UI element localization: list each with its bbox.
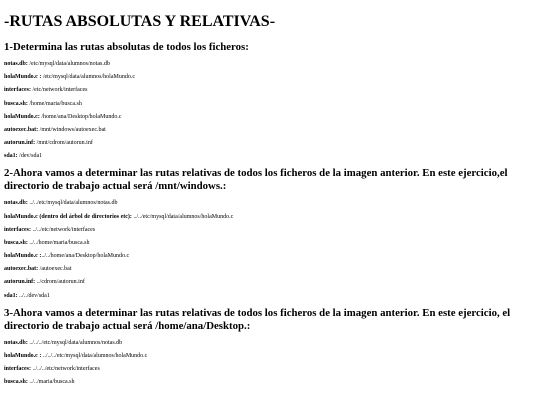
path-line: [4, 292, 536, 300]
path-value: /home/ana/Desktop/holaMundo.c: [39, 113, 122, 120]
path-line: [4, 100, 536, 108]
file-label: autoexec.bat:: [4, 266, 39, 273]
file-label: interfaces:: [4, 87, 31, 94]
path-line: [4, 365, 536, 373]
path-value: /etc/mysql/data/alumnos/notas.db: [27, 61, 110, 67]
path-value: ../../home/maria/busca.sh: [27, 239, 90, 246]
path-line: [4, 139, 536, 147]
file-label: busca.sh:: [4, 239, 28, 246]
section-1-heading: 1-Determina las rutas absolutas de todos los ficheros:: [4, 41, 249, 53]
path-value: ../../../etc/mysql/data/alumnos/holaMundo.c: [41, 352, 148, 359]
file-label: interfaces:: [4, 366, 31, 372]
path-line: [4, 278, 536, 286]
file-label: autoexec.bat:: [4, 126, 39, 133]
path-value: ../../../etc/network/interfaces: [31, 366, 100, 372]
section-1-lines: [4, 60, 536, 160]
path-line: [4, 199, 536, 207]
path-value: ../cdrom/autorun.inf: [35, 279, 85, 286]
path-value: /etc/mysql/data/alumnos/holaMundo.c: [41, 74, 135, 81]
path-line: [4, 60, 536, 68]
path-line: [4, 239, 536, 247]
path-line: [4, 86, 536, 94]
file-label: holaMundo.c:: [4, 113, 40, 120]
path-value: /mnt/cdrom/autorun.inf: [35, 140, 93, 147]
path-line: [4, 352, 536, 360]
path-value: /etc/network/interfaces: [31, 87, 88, 94]
path-value: ../../etc/mysql/data/alumnos/holaMundo.c: [131, 213, 234, 220]
path-line: [4, 113, 536, 121]
file-label: interfaces:: [4, 226, 31, 233]
file-label: holaMundo.c :: [4, 352, 42, 359]
path-line: [4, 378, 536, 386]
path-value: ../../etc/mysql/data/alumnos/notas.db: [27, 200, 118, 207]
path-line: [4, 265, 536, 273]
section-3-lines: [4, 339, 536, 387]
path-value: ../../home/ana/Desktop/holaMundo.c: [41, 253, 130, 260]
file-label: holaMundo.c :: [4, 74, 42, 81]
file-label: notas.db:: [4, 61, 28, 67]
file-label: busca.sh:: [4, 379, 28, 386]
file-label: sda1:: [4, 153, 18, 160]
path-line: [4, 213, 536, 221]
path-value: ../../maria/busca.sh: [27, 379, 75, 386]
file-label: notas.db:: [4, 200, 28, 207]
path-line: [4, 252, 536, 260]
path-line: [4, 73, 536, 81]
file-label: holaMundo.c (dentro del árbol de directorios etc):: [4, 213, 132, 220]
path-line: [4, 339, 536, 347]
file-label: notas.db:: [4, 339, 28, 346]
file-label: autorun.inf:: [4, 140, 36, 147]
path-value: /home/maria/busca.sh: [27, 100, 82, 107]
path-line: [4, 152, 536, 160]
section-3-heading: 3-Ahora vamos a determinar las rutas relativas de todos los ficheros de la imagen anterior. En este ejercicio, el directorio de trabajo actual será /home/ana/Desktop.:: [4, 306, 511, 332]
file-label: sda1:: [4, 292, 18, 299]
path-line: [4, 126, 536, 134]
section-2-heading: 2-Ahora vamos a determinar las rutas relativas de todos los ficheros de la imagen anterior. En este ejercicio,el directorio de trabajo actual será /mnt/windows.:: [4, 167, 508, 193]
path-value: /mnt/windows/autoexec.bat: [38, 126, 106, 133]
path-value: /autoexec.bat: [38, 266, 72, 273]
document-title: -RUTAS ABSOLUTAS Y RELATIVAS-: [4, 13, 276, 30]
file-label: busca.sh:: [4, 100, 28, 107]
file-label: holaMundo.c :: [4, 253, 42, 260]
section-2-lines: [4, 199, 536, 299]
path-value: /dev/sda1: [17, 153, 43, 160]
path-value: ../../dev/sda1: [17, 292, 50, 299]
path-line: [4, 226, 536, 234]
path-value: ../../etc/network/interfaces: [31, 226, 96, 233]
file-label: autorun.inf:: [4, 279, 36, 286]
path-value: ../../../etc/mysql/data/alumnos/notas.db: [27, 339, 123, 346]
